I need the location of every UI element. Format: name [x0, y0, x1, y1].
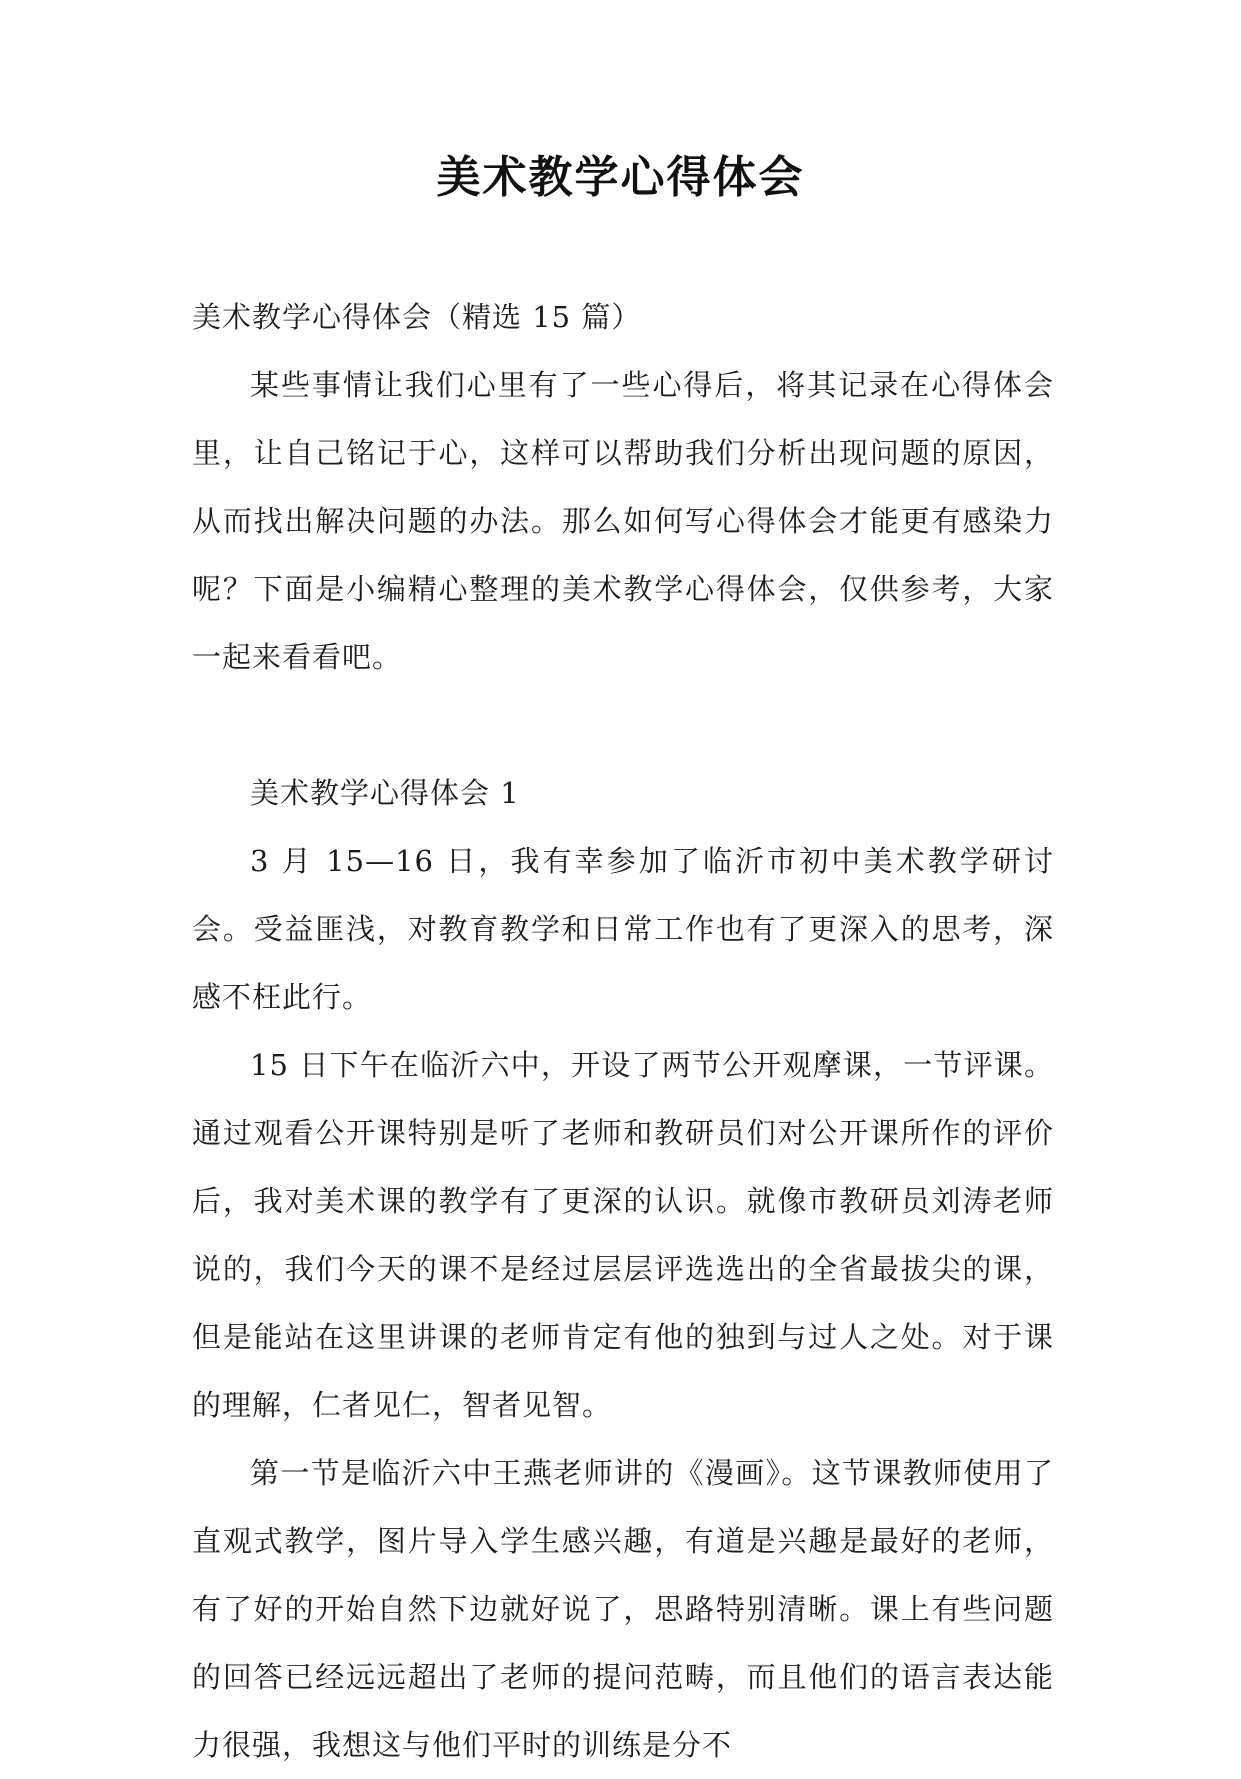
body-paragraph: 3 月 15—16 日，我有幸参加了临沂市初中美术教学研讨会。受益匪浅，对教育教学和日常工作也有了更深入的思考，深感不枉此行。 [192, 844, 1054, 1014]
body-paragraph: 第一节是临沂六中王燕老师讲的《漫画》。这节课教师使用了直观式教学，图片导入学生感兴趣，有道是兴趣是最好的老师，有了好的开始自然下边就好说了，思路特别清晰。课上有些问题的回答已经远远超出了老师的提问范畴，而且他们的语言表达能力很强，我想这与他们平时的训练是分不 [192, 1456, 1054, 1762]
section-spacer [192, 691, 1054, 759]
document-subtitle: 美术教学心得体会（精选 15 篇） [192, 300, 642, 334]
section-heading: 美术教学心得体会 1 [250, 776, 520, 810]
body-paragraph: 15 日下午在临沂六中，开设了两节公开观摩课，一节评课。通过观看公开课特别是听了老师和教研员们对公开课所作的评价后，我对美术课的教学有了更深的认识。就像市教研员刘涛老师说的，我们今天的课不是经过层层评选选出的全省最拔尖的课，但是能站在这里讲课的老师肯定有他的独到与过人之处。对于课的理解，仁者见仁，智者见智。 [192, 1048, 1054, 1422]
intro-paragraph: 某些事情让我们心里有了一些心得后，将其记录在心得体会里，让自己铭记于心，这样可以帮助我们分析出现问题的原因，从而找出解决问题的办法。那么如何写心得体会才能更有感染力呢？下面是小编精心整理的美术教学心得体会，仅供参考，大家一起来看看吧。 [192, 368, 1054, 674]
page-title: 美术教学心得体会 [436, 152, 805, 203]
document-body [192, 283, 1054, 1779]
